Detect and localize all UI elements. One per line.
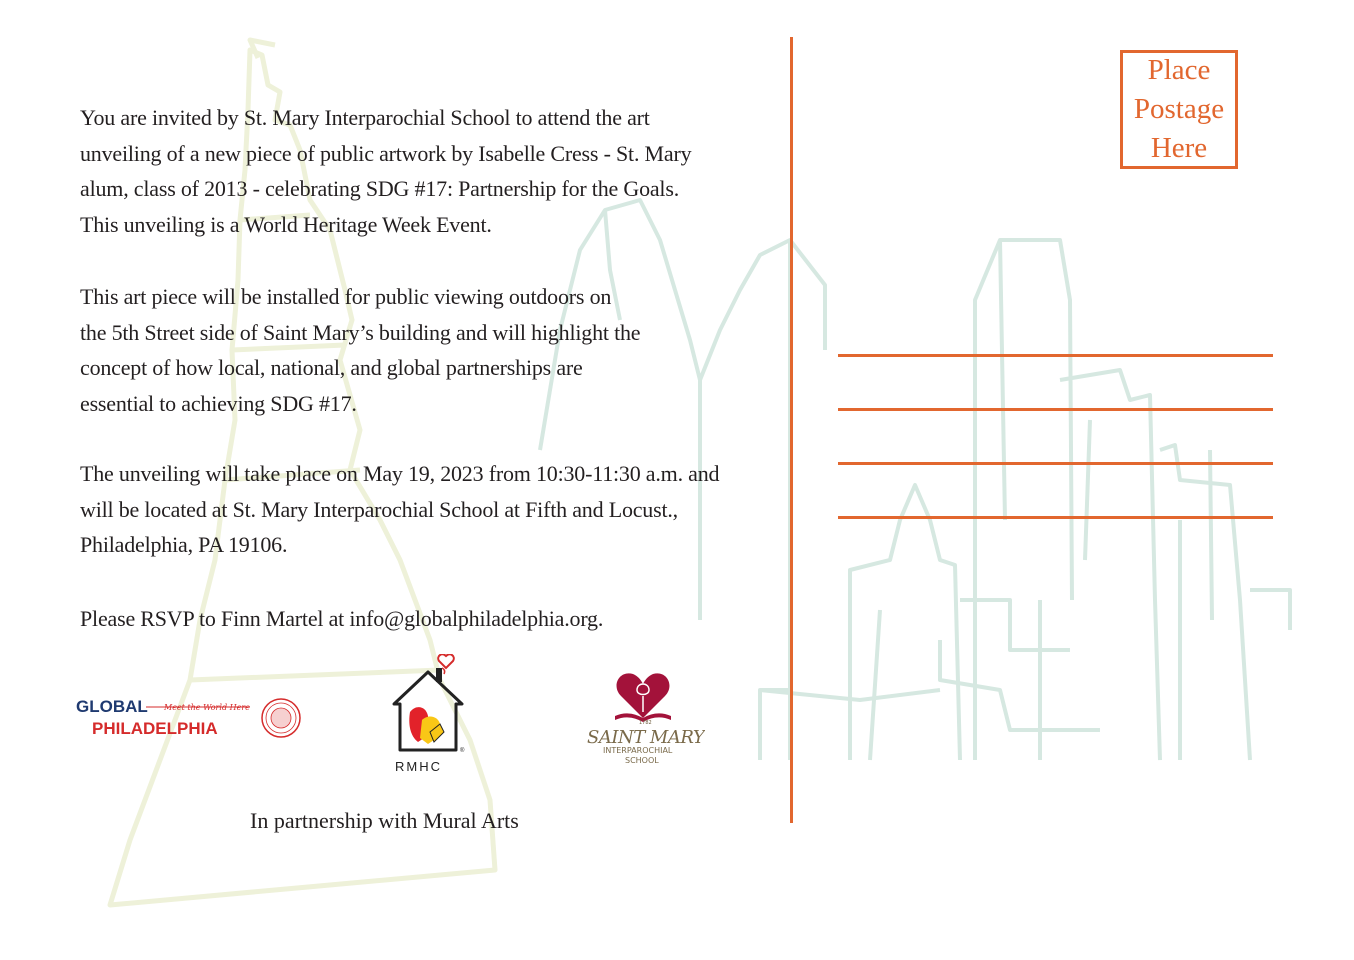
postage-stamp-text: Place Postage Here bbox=[1133, 54, 1225, 164]
seal-icon bbox=[262, 699, 300, 737]
global-philadelphia-script: Meet the World Here bbox=[164, 703, 250, 712]
invitation-paragraph-3: The unveiling will take place on May 19, 2023 from 10:30-11:30 a.m. and will be located at St. Mary Interparochial School at Fifth and Locust., Philadelphia, PA 19106. bbox=[80, 461, 720, 557]
address-line-3 bbox=[838, 462, 1273, 465]
global-philadelphia-line2: PHILADELPHIA bbox=[92, 719, 218, 738]
rmhc-logo bbox=[388, 654, 468, 776]
address-line-4 bbox=[838, 516, 1273, 519]
address-line-2 bbox=[838, 408, 1273, 411]
saint-mary-year: 1782 bbox=[639, 720, 652, 726]
rsvp-paragraph: Please RSVP to Finn Martel at info@globalphiladelphia.org. bbox=[80, 606, 604, 631]
rmhc-text: RMHC bbox=[395, 759, 442, 774]
address-line-1 bbox=[838, 354, 1273, 357]
svg-text:®: ® bbox=[460, 748, 465, 754]
saint-mary-line2: INTERPAROCHIAL bbox=[603, 746, 673, 755]
postage-stamp-box bbox=[1120, 50, 1238, 169]
invitation-paragraph-1: You are invited by St. Mary Interparochial School to attend the art unveiling of a new piece of public artwork by Isabelle Cress - St. Mary alum, class of 2013 - celebrating SDG #17: Partnership for the Goals. This unveiling is a World Heritage Week Event. bbox=[80, 105, 692, 237]
global-philadelphia-logo bbox=[74, 694, 304, 740]
global-philadelphia-line1: GLOBAL bbox=[76, 697, 148, 716]
saint-mary-logo bbox=[585, 668, 705, 768]
saint-mary-name: SAINT MARY bbox=[587, 727, 705, 748]
hands-icon bbox=[409, 707, 444, 744]
postcard-divider bbox=[790, 37, 793, 823]
heart-rose-icon bbox=[615, 673, 671, 722]
partnership-text: In partnership with Mural Arts bbox=[250, 808, 519, 833]
saint-mary-line3: SCHOOL bbox=[625, 756, 659, 765]
invitation-paragraph-2: This art piece will be installed for public viewing outdoors on the 5th Street side of Saint Mary’s building and will highlight the concept of how local, national, and global partnerships are essential to achieving SDG #17. bbox=[80, 284, 641, 416]
